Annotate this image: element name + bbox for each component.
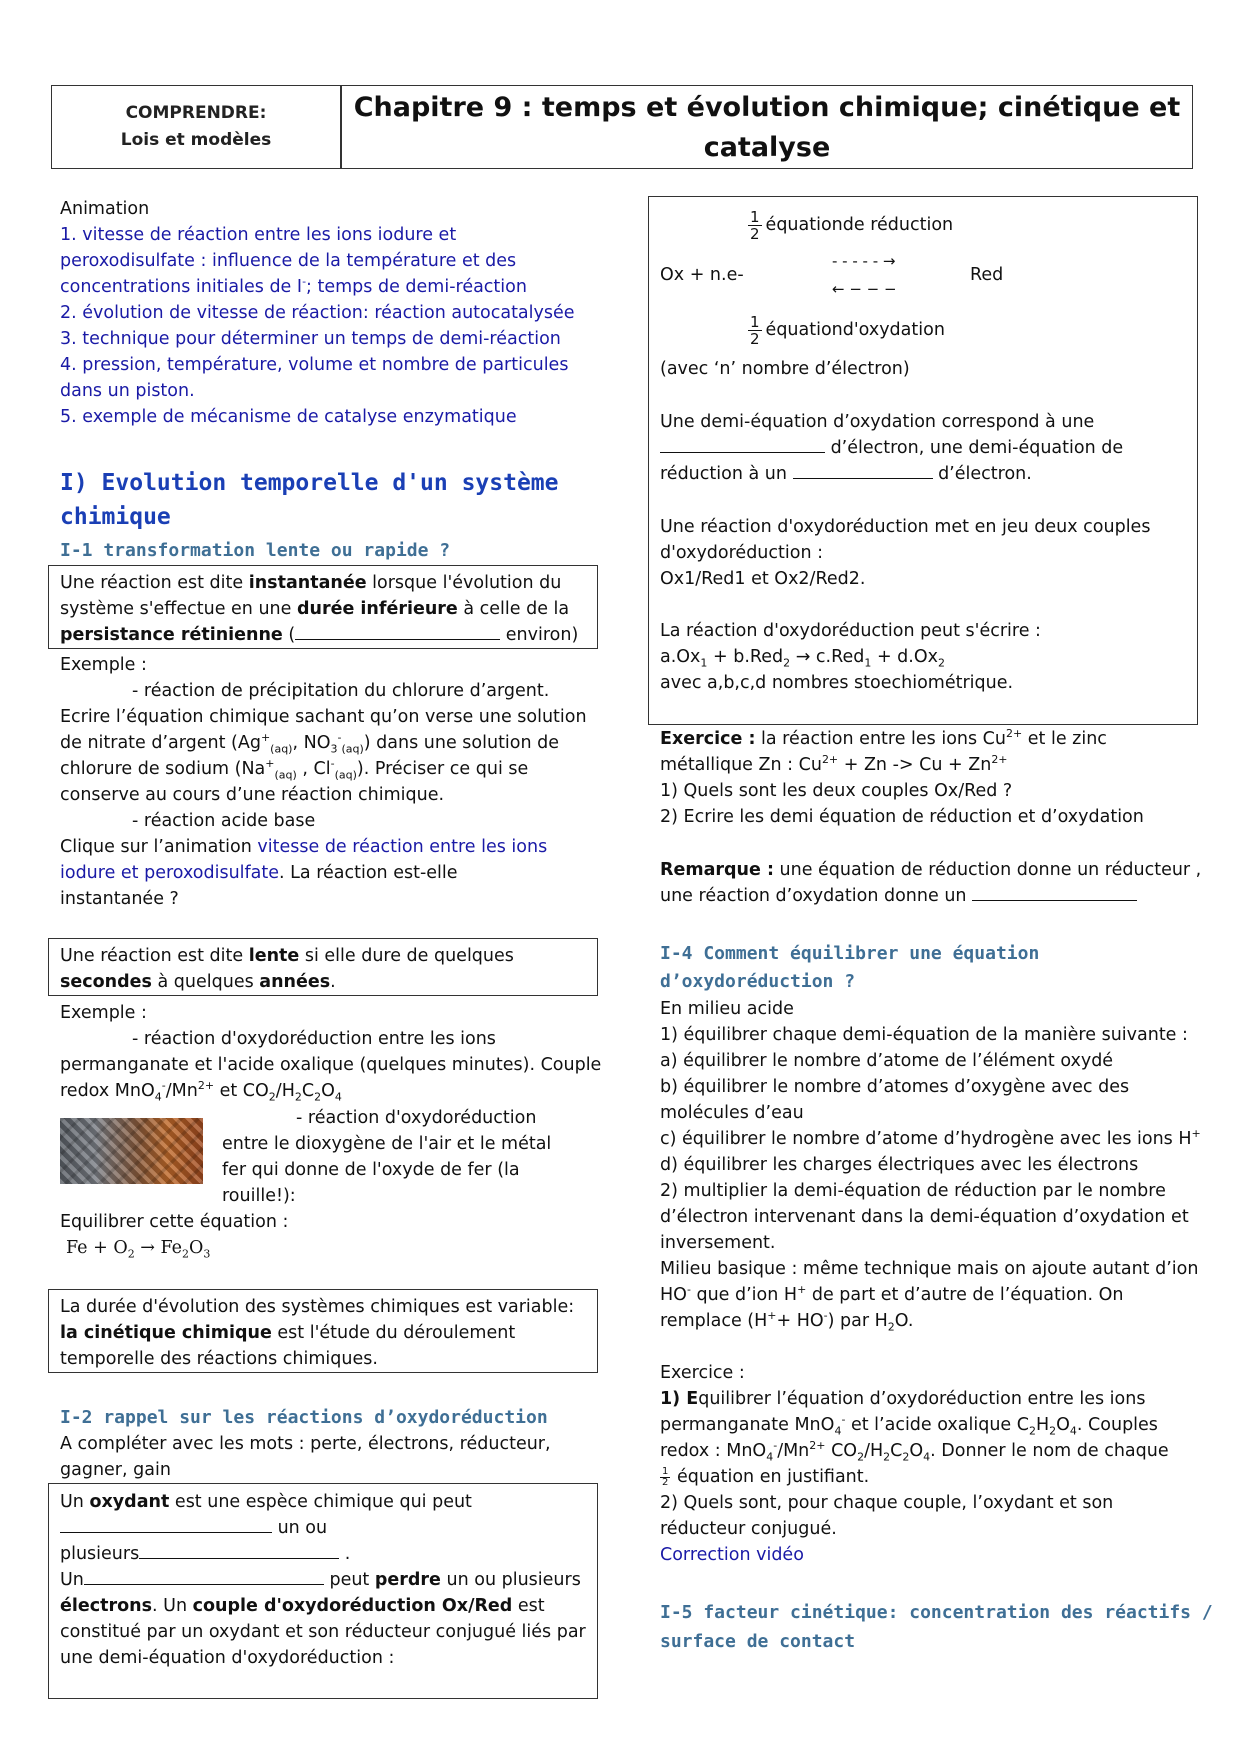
redox-line1: Une réaction d'oxydoréduction met en jeu deux couples — [660, 517, 1151, 537]
exercice-q1: 1) Quels sont les deux couples Ox/Red ? — [660, 781, 1013, 801]
step-2: 2) multiplier la demi-équation de réduction par le nombre — [660, 1181, 1166, 1201]
ecrire-line3: avec a,b,c,d nombres stoechiométrique. — [660, 673, 1014, 693]
oxydant-line7: une demi-équation d'oxydoréduction : — [60, 1648, 395, 1668]
oxydant-line1: Un oxydant est une espèce chimique qui peut — [60, 1492, 472, 1512]
basique-line1: Milieu basique : même technique mais on ajoute autant d’ion — [660, 1259, 1199, 1279]
exercice2-line1: 1) Equilibrer l’équation d’oxydoréduction entre les ions — [660, 1389, 1146, 1409]
animation-heading: Animation — [60, 199, 150, 219]
exercice2-line6: réducteur conjugué. — [660, 1519, 837, 1539]
link-vitesse-reaction[interactable]: vitesse de réaction entre les ions — [257, 837, 548, 857]
animation-item-2[interactable]: 2. évolution de vitesse de réaction: réaction autocatalysée — [60, 303, 575, 323]
cinetique-line2: la cinétique chimique est l'étude du déroulement — [60, 1323, 516, 1343]
clique-line2: iodure et peroxodisulfate. La réaction est-elle — [60, 863, 458, 883]
exemple2-rouille-2: entre le dioxygène de l'air et le métal — [222, 1134, 552, 1154]
animation-item-1-line3[interactable]: concentrations initiales de I-; temps de demi-réaction — [60, 275, 527, 297]
completer-line1: A compléter avec les mots : perte, électrons, réducteur, — [60, 1434, 551, 1454]
exemple1-item: - réaction de précipitation du chlorure d’argent. — [132, 681, 550, 701]
link-iodure-peroxodisulfate[interactable]: iodure et peroxodisulfate — [60, 863, 280, 883]
demi-line2: d’électron, une demi-équation de — [660, 435, 1123, 461]
exemple1-label: Exemple : — [60, 655, 147, 675]
ecrire-line2: $a.Ox_1 + b.Red_2 \to c.Red_1 + d.Ox_2$ — [660, 647, 945, 670]
equation-red: Red — [970, 265, 1004, 285]
animation-item-3[interactable]: 3. technique pour déterminer un temps de demi-réaction — [60, 329, 561, 349]
instant-line1: Une réaction est dite instantanée lorsque l'évolution du — [60, 573, 562, 593]
clique-line3: instantanée ? — [60, 889, 179, 909]
exercice2-line4: $\frac{1}{2}$ équation en justifiant. — [662, 1465, 870, 1488]
exemple2-rouille-1: - réaction d'oxydoréduction — [296, 1108, 537, 1128]
arrow-right: - - - - - → — [832, 252, 896, 270]
subsection-1-5: I-5 facteur cinétique: concentration des réactifs / surface de contact — [660, 1602, 1213, 1652]
basique-line3: remplace (H++ HO-) par $H_2O$. — [660, 1309, 914, 1334]
exemple1-item2: - réaction acide base — [132, 811, 316, 831]
oxydant-line5: électrons. Un couple d'oxydoréduction Ox/Red est — [60, 1596, 545, 1616]
cinetique-line1: La durée d'évolution des systèmes chimiques est variable: — [60, 1297, 575, 1317]
remarque-line1: Remarque : une équation de réduction donne un réducteur , — [660, 860, 1202, 880]
exemple1-line1: Ecrire l’équation chimique sachant qu’on verse une solution — [60, 707, 587, 727]
redox-line3: Ox1/Red1 et Ox2/Red2. — [660, 569, 866, 589]
exemple2-line2: permanganate et l'acide oxalique (quelques minutes). Couple — [60, 1055, 602, 1075]
exercice2-line5: 2) Quels sont, pour chaque couple, l’oxydant et son — [660, 1493, 1114, 1513]
oxydant-line3: plusieurs . — [60, 1544, 351, 1564]
completer-line2: gagner, gain — [60, 1460, 171, 1480]
exercice2-label: Exercice : — [660, 1363, 745, 1383]
equilibrer-label: Equilibrer cette équation : — [60, 1212, 289, 1232]
exercice-line2: métallique Zn : $Cu^{2+} + Zn -> Cu + Zn^{2+}$ — [660, 753, 1008, 775]
remarque-line2: une réaction d’oxydation donne un — [660, 883, 1137, 909]
oxydant-line4: Un peut perdre un ou plusieurs — [60, 1570, 581, 1590]
exemple1-line4: conserve au cours d’une réaction chimique. — [60, 785, 445, 805]
animation-item-1-line2[interactable]: peroxodisulfate : influence de la température et des — [60, 251, 517, 271]
step-b-2: molécules d’eau — [660, 1103, 804, 1123]
basique-line2: HO- que d’ion H+ de part et d’autre de l’équation. On — [660, 1283, 1124, 1305]
animation-item-5[interactable]: 5. exemple de mécanisme de catalyse enzymatique — [60, 407, 517, 427]
section1-title: I) Evolution temporelle d'un système chimique — [60, 470, 559, 530]
animation-item-4-line2[interactable]: dans un piston. — [60, 381, 195, 401]
page-title: Chapitre 9 : temps et évolution chimique; cinétique et catalyse — [353, 92, 1181, 163]
oxydation-label: $\frac{1}{2}$ équationd'oxydation — [750, 312, 945, 348]
step-a: a) équilibrer le nombre d’atome de l’élément oxydé — [660, 1051, 1114, 1071]
lente-line2: secondes à quelques années. — [60, 972, 336, 992]
ecrire-line1: La réaction d'oxydoréduction peut s'écrire : — [660, 621, 1041, 641]
exemple2-line3: redox $MnO_4^-/Mn^{2+}$ et $CO_2/H_2C_2O_4$ — [60, 1079, 342, 1104]
step-2-line3: inversement. — [660, 1233, 776, 1253]
correction-video-link[interactable]: Correction vidéo — [660, 1545, 804, 1565]
exemple1-line2: de nitrate d’argent ($Ag^+_{(aq)}$, $NO_3^-_{(aq)}$) dans une solution de — [60, 731, 560, 756]
milieu-acide: En milieu acide — [660, 999, 794, 1019]
reduction-label: $\frac{1}{2}$ équationde réduction — [750, 207, 954, 243]
clique-line1: Clique sur l’animation vitesse de réaction entre les ions — [60, 837, 548, 857]
avec-n: (avec ‘n’ nombre d’électron) — [660, 359, 910, 379]
demi-line3: réduction à un d’électron. — [660, 464, 1032, 484]
equation-fer: $Fe + O_2 \to Fe_2O_3$ — [66, 1238, 211, 1261]
step-2-line2: d’électron intervenant dans la demi-équation d’oxydation et — [660, 1207, 1189, 1227]
exercice2-line2: permanganate MnO$_4$- et l’acide oxalique $C_2H_2O_4$. Couples — [660, 1413, 1158, 1438]
instant-line3: persistance rétinienne ( environ) — [60, 625, 579, 645]
rust-image — [60, 1118, 203, 1184]
exemple2-line1: - réaction d'oxydoréduction entre les ions — [132, 1029, 496, 1049]
subsection-1-2: I-2 rappel sur les réactions d’oxydoréduction — [60, 1407, 548, 1428]
subsection-1-1: I-1 transformation lente ou rapide ? — [60, 540, 451, 561]
exemple2-rouille-3: fer qui donne de l'oxyde de fer (la — [222, 1160, 520, 1180]
arrow-left: ← − − − — [832, 280, 897, 298]
exercice2-line3: redox : $MnO_4^-/Mn^{2+}$ $CO_2/H_2C_2O_4$. Donner le nom de chaque — [660, 1439, 1169, 1464]
cinetique-line3: temporelle des réactions chimiques. — [60, 1349, 378, 1369]
exercice-line1: Exercice : la réaction entre les ions $Cu^{2+}$ et le zinc — [660, 727, 1107, 749]
instant-line2: système s'effectue en une durée inférieure à celle de la — [60, 599, 570, 619]
animation-item-1[interactable]: 1. vitesse de réaction entre les ions iodure et — [60, 225, 457, 245]
equation-ox: Ox + n.e- — [660, 265, 744, 285]
redox-line2: d'oxydoréduction : — [660, 543, 823, 563]
step-d: d) équilibrer les charges électriques avec les électrons — [660, 1155, 1139, 1175]
oxydant-line6: constitué par un oxydant et son réducteur conjugué liés par — [60, 1622, 586, 1642]
oxydant-line2: un ou — [60, 1515, 327, 1541]
exemple1-line3: chlorure de sodium ($Na^+_{(aq)}$ , $Cl^-_{(aq)}$). Préciser ce qui se — [60, 757, 529, 782]
exercice-q2: 2) Ecrire les demi équation de réduction et d’oxydation — [660, 807, 1144, 827]
lente-line1: Une réaction est dite lente si elle dure de quelques — [60, 946, 514, 966]
demi-line1: Une demi-équation d’oxydation correspond à une — [660, 412, 1095, 432]
step-c: c) équilibrer le nombre d’atome d’hydrogène avec les ions H+ — [660, 1127, 1201, 1149]
subsection-1-4: I-4 Comment équilibrer une équation d’oxydoréduction ? — [660, 943, 1040, 992]
step-1: 1) équilibrer chaque demi-équation de la manière suivante : — [660, 1025, 1188, 1045]
header-left: COMPRENDRE: Lois et modèles — [120, 103, 272, 150]
animation-item-4[interactable]: 4. pression, température, volume et nombre de particules — [60, 355, 569, 375]
exemple2-rouille-4: rouille!): — [222, 1186, 296, 1206]
exemple2-label: Exemple : — [60, 1003, 147, 1023]
step-b: b) équilibrer le nombre d’atomes d’oxygène avec des — [660, 1077, 1130, 1097]
